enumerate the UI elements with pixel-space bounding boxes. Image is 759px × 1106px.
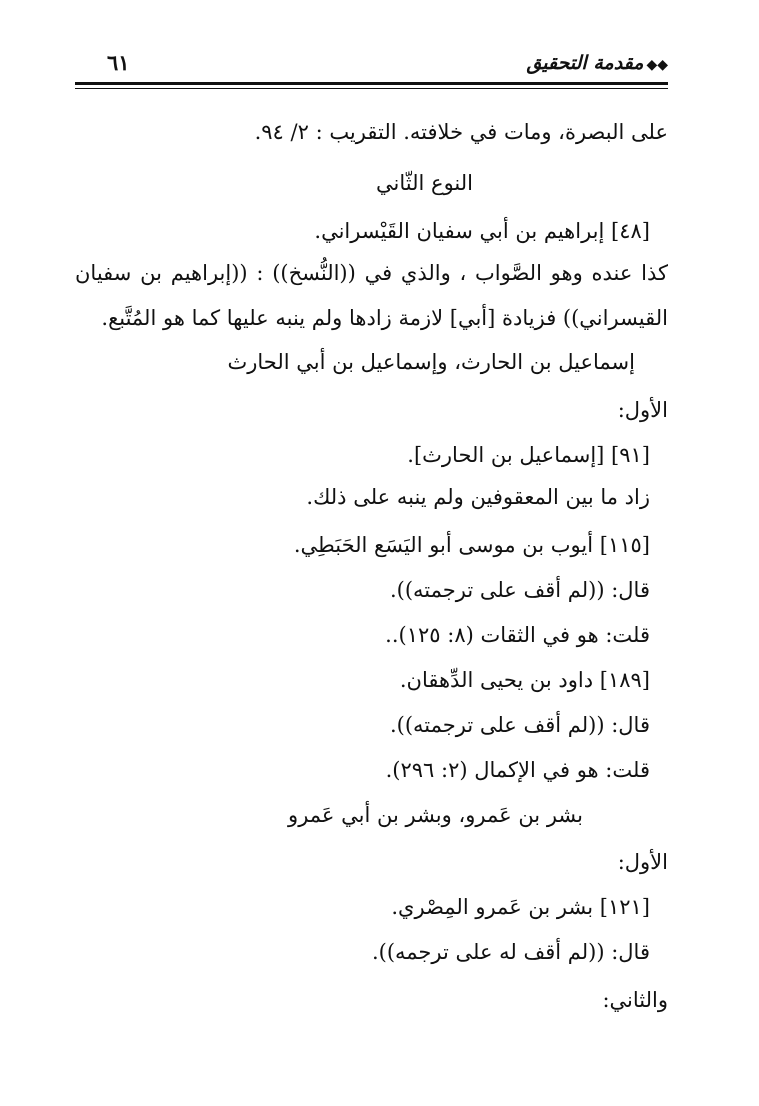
text-line-9: زاد ما بين المعقوفين ولم ينبه على ذلك. bbox=[306, 485, 650, 509]
page-number: ٦١ bbox=[107, 50, 130, 75]
entry-189: [١٨٩] داود بن يحيى الدِّهقان. bbox=[399, 668, 650, 692]
quote-line-1: قال: ((لم أقف على ترجمته)). bbox=[389, 578, 650, 602]
entry-121: [١٢١] بشر بن عَمرو المِصْري. bbox=[391, 895, 650, 919]
subheading-first-1: الأول: bbox=[617, 398, 668, 422]
entry-115: [١١٥] أيوب بن موسى أبو اليَسَع الحَبَطِي. bbox=[293, 533, 650, 557]
running-title-text: مقدمة التحقيق bbox=[526, 52, 644, 74]
text-line-5: القيسراني)) فزيادة [أبي] لازمة زادها ولم ينبه عليها كما هو المُتَّبع. bbox=[101, 306, 668, 330]
diamond-ornament-icon: ◆◆ bbox=[646, 57, 668, 73]
section-heading-ismail: إسماعيل بن الحارث، وإسماعيل بن أبي الحارث bbox=[227, 350, 635, 374]
note-line-1: قلت: هو في الثقات (٨: ١٢٥).. bbox=[385, 623, 650, 647]
entry-91: [٩١] [إسماعيل بن الحارث]. bbox=[407, 443, 650, 467]
section-heading-second-type: النوع الثّاني bbox=[376, 171, 473, 195]
quote-line-2: قال: ((لم أقف على ترجمته)). bbox=[389, 713, 650, 737]
subheading-first-2: الأول: bbox=[617, 850, 668, 874]
page-body bbox=[75, 0, 668, 1106]
section-heading-bishr: بشر بن عَمرو، وبشر بن أبي عَمرو bbox=[288, 803, 583, 827]
text-line-4: كذا عنده وهو الصَّواب ، والذي في ((النُّسخ)) : ((إبراهيم بن سفيان bbox=[75, 261, 668, 285]
note-line-2: قلت: هو في الإكمال (٢: ٢٩٦). bbox=[385, 758, 650, 782]
entry-48: [٤٨] إبراهيم بن أبي سفيان القَيْسراني. bbox=[314, 219, 650, 243]
text-line-1: على البصرة، ومات في خلافته. التقريب : ٢/ ٩٤. bbox=[254, 120, 668, 144]
quote-line-3: قال: ((لم أقف له على ترجمه)). bbox=[371, 940, 650, 964]
subheading-second: والثاني: bbox=[602, 988, 668, 1012]
